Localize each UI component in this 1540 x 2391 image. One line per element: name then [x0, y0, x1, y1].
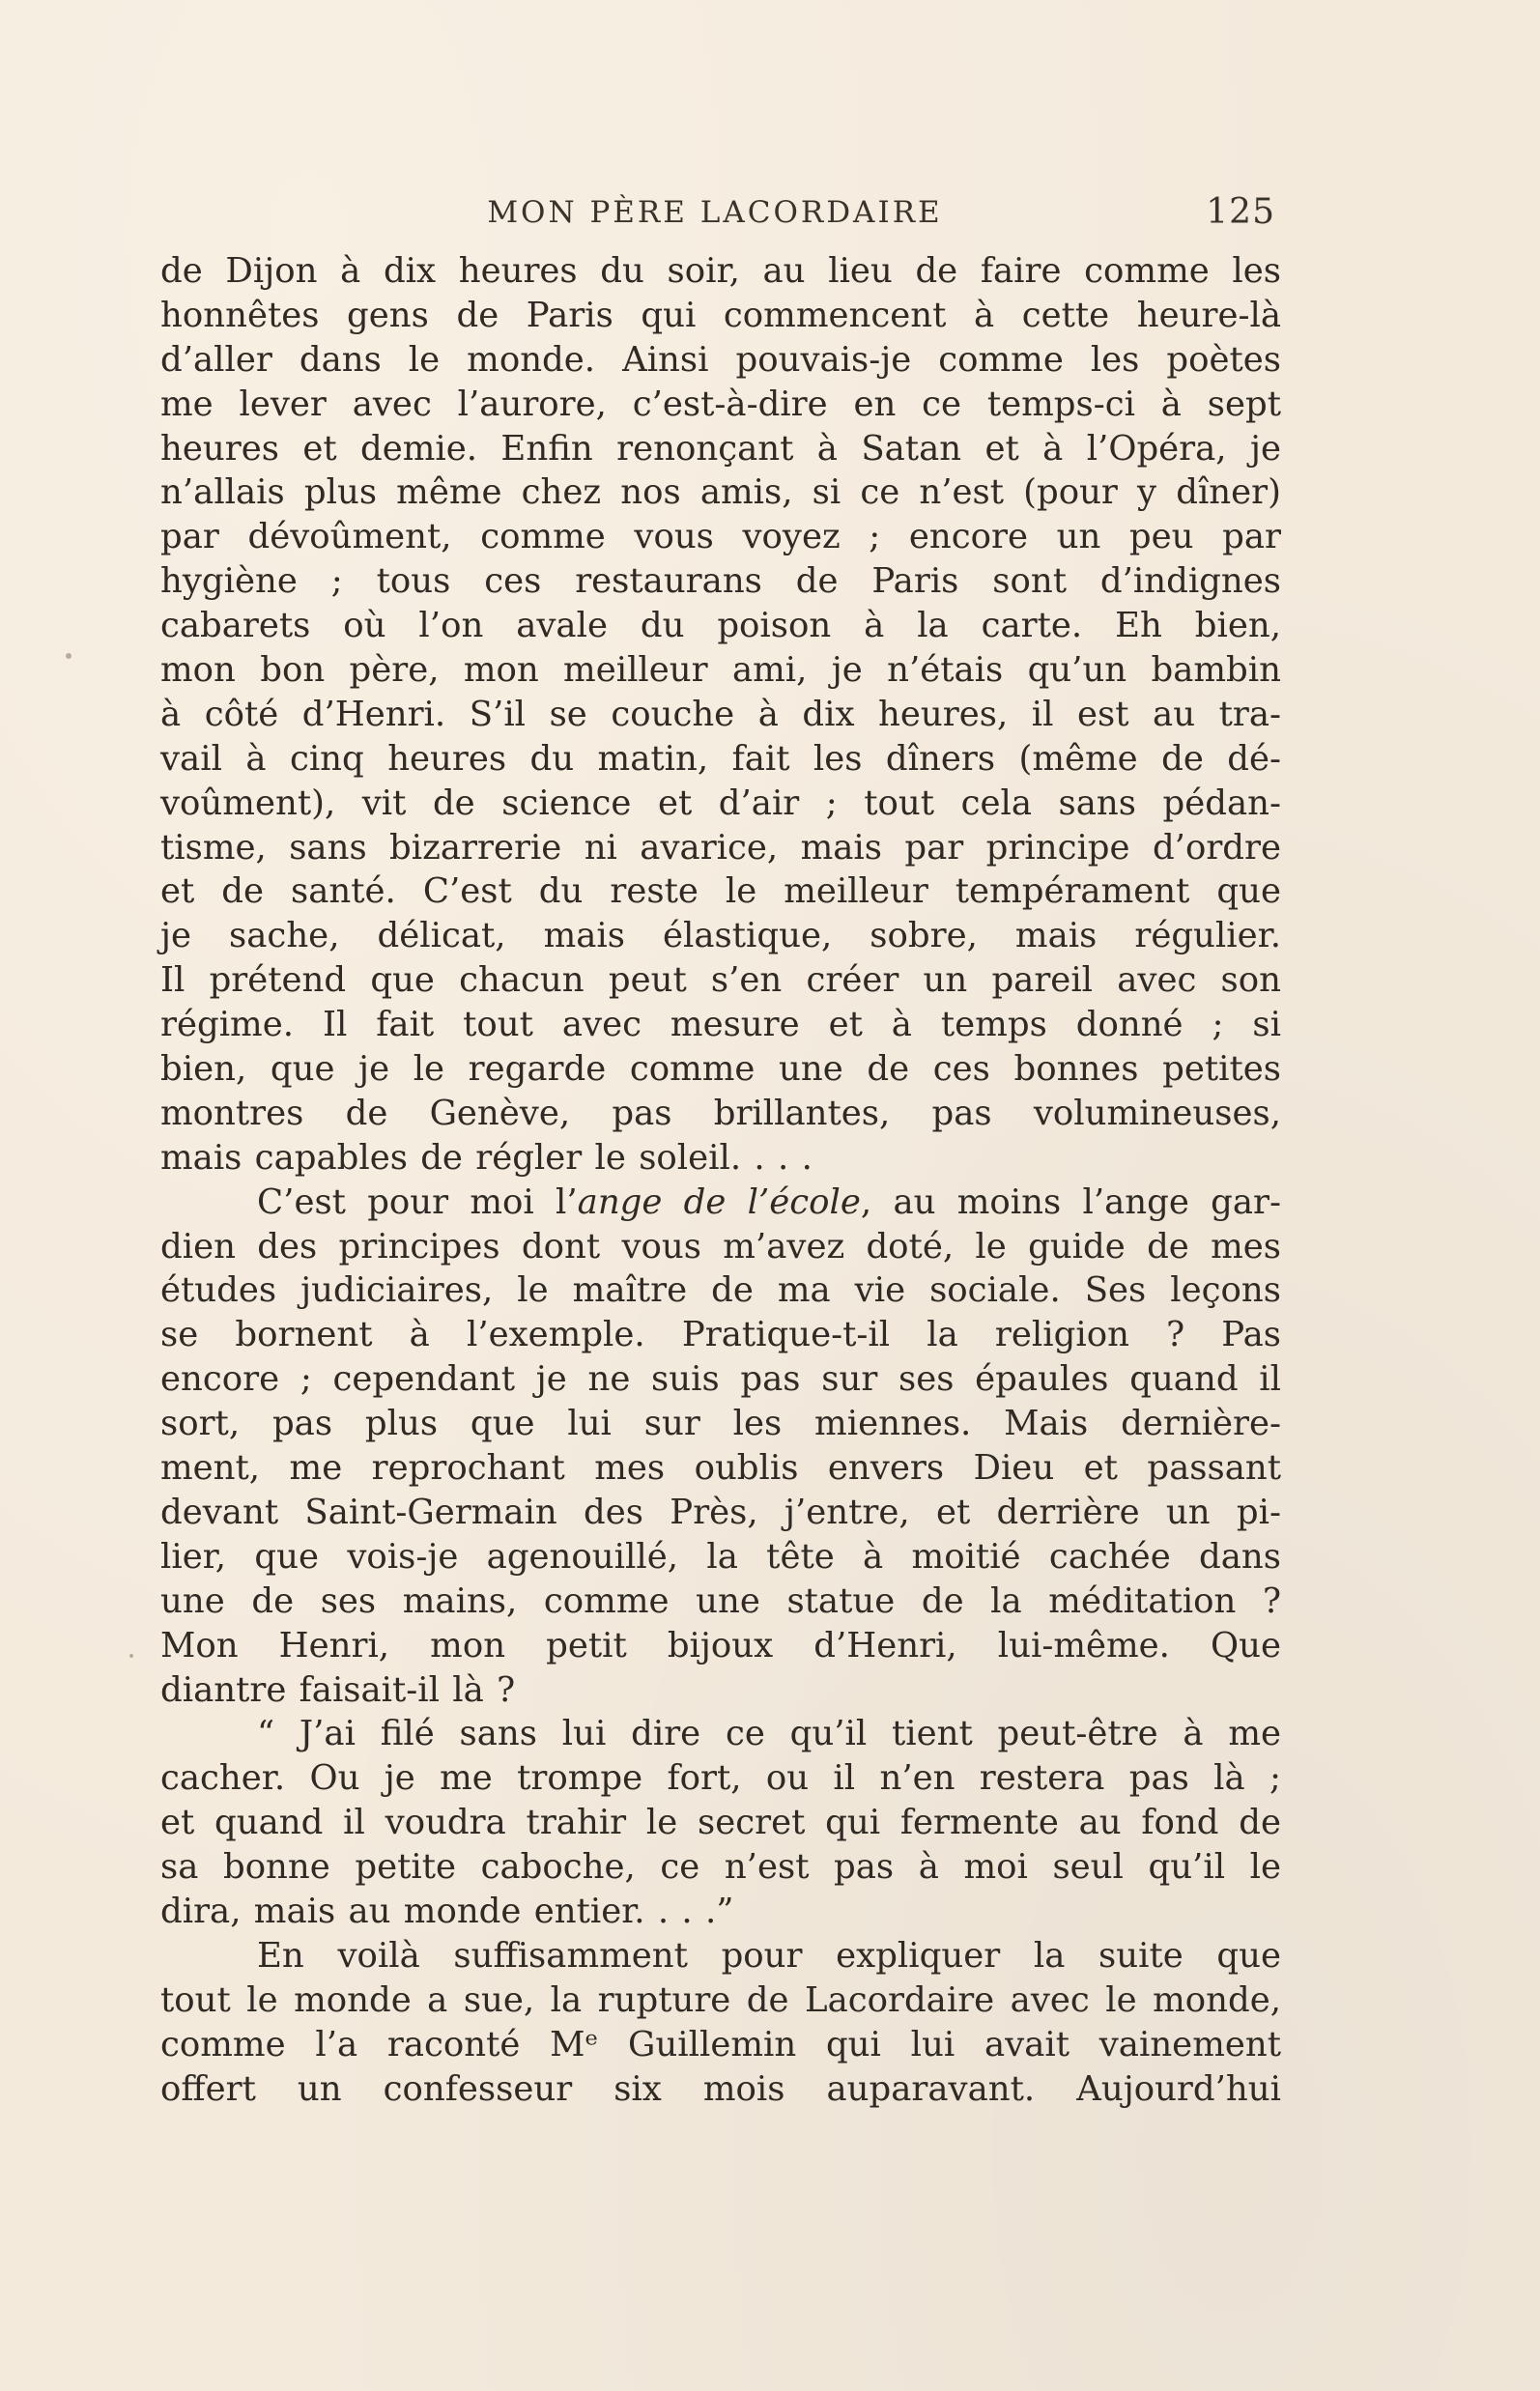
text-line: mais capables de régler le soleil. . . . [160, 1137, 813, 1178]
text-line: et quand il voudra trahir le secret qui fermente au fond de [160, 1803, 1281, 1843]
text-line: dien des principes dont vous m’avez doté, le guide de mes [160, 1226, 1281, 1267]
text-line: diantre faisait-il là ? [160, 1669, 516, 1710]
text-line [160, 1181, 1281, 1225]
text-line: études judiciaires, le maître de ma vie sociale. Ses leçons [160, 1270, 1281, 1311]
text-line: à côté d’Henri. S’il se couche à dix heures, il est au tra- [160, 694, 1281, 734]
text-line: encore ; cependant je ne suis pas sur ses épaules quand il [160, 1359, 1281, 1400]
text-run: , au moins l’ange gar- [860, 1181, 1281, 1222]
text-line: n’allais plus même chez nos amis, si ce n’est (pour y dîner) [160, 472, 1281, 513]
text-line: bien, que je le regarde comme une de ces bonnes petites [160, 1049, 1281, 1090]
text-line: voûment), vit de science et d’air ; tout cela sans pédan- [160, 783, 1281, 823]
text-line: d’aller dans le monde. Ainsi pouvais-je comme les poètes [160, 339, 1281, 380]
text-line: une de ses mains, comme une statue de la méditation ? [160, 1580, 1281, 1621]
text-line: par dévoûment, comme vous voyez ; encore un peu par [160, 517, 1281, 557]
text-line: de Dijon à dix heures du soir, au lieu de faire comme les [160, 251, 1281, 291]
text-line: je sache, délicat, mais élastique, sobre, mais régulier. [160, 916, 1281, 956]
running-head [155, 188, 1275, 237]
text-line: me lever avec l’aurore, c’est-à-dire en ce temps-ci à sept [160, 384, 1281, 424]
text-line: honnêtes gens de Paris qui commencent à cette heure-là [160, 295, 1281, 335]
text-line: régime. Il fait tout avec mesure et à temps donné ; si [160, 1005, 1281, 1045]
running-head-title: MON PÈRE LACORDAIRE [487, 195, 943, 230]
text-line: tout le monde a sue, la rupture de Lacordaire avec le monde, [160, 1979, 1281, 2020]
text-line: En voilà suffisamment pour expliquer la suite que [257, 1935, 1281, 1976]
text-line: sort, pas plus que lui sur les miennes. Mais dernière- [160, 1404, 1281, 1444]
text-line: se bornent à l’exemple. Pratique-t-il la religion ? Pas [160, 1315, 1281, 1355]
text-line: montres de Genève, pas brillantes, pas volumineuses, [160, 1093, 1281, 1133]
text-line: devant Saint-Germain des Près, j’entre, et derrière un pi- [160, 1492, 1281, 1532]
text-line: tisme, sans bizarrerie ni avarice, mais par principe d’ordre [160, 827, 1281, 868]
paper-speck [129, 1654, 133, 1658]
text-line: mon bon père, mon meilleur ami, je n’étais qu’un bambin [160, 650, 1281, 691]
text-line: Mon Henri, mon petit bijoux d’Henri, lui-même. Que [160, 1625, 1281, 1665]
text-line: cabarets où l’on avale du poison à la carte. Eh bien, [160, 606, 1281, 646]
text-line: sa bonne petite caboche, ce n’est pas à moi seul qu’il le [160, 1847, 1281, 1888]
page-number: 125 [1206, 192, 1275, 232]
italic-phrase: ange de l’école [577, 1181, 861, 1222]
text-line: heures et demie. Enfin renonçant à Satan et à l’Opéra, je [160, 428, 1281, 469]
text-line: vail à cinq heures du matin, fait les dîners (même de dé- [160, 738, 1281, 779]
text-line: et de santé. C’est du reste le meilleur tempérament que [160, 871, 1281, 912]
body-text [160, 249, 1281, 2111]
text-line: dira, mais au monde entier. . . .” [160, 1891, 734, 1931]
text-line: hygiène ; tous ces restaurans de Paris sont d’indignes [160, 561, 1281, 602]
text-line: cacher. Ou je me trompe fort, ou il n’en restera pas là ; [160, 1758, 1281, 1799]
paper-speck [66, 653, 71, 659]
text-line: offert un confesseur six mois auparavant. Aujourd’hui [160, 2068, 1281, 2109]
text-line: ment, me reprochant mes oublis envers Dieu et passant [160, 1448, 1281, 1489]
text-line: Il prétend que chacun peut s’en créer un pareil avec son [160, 960, 1281, 1001]
text-run: C’est pour moi l’ [257, 1181, 578, 1222]
text-line: lier, que vois-je agenouillé, la tête à moitié cachée dans [160, 1536, 1281, 1577]
text-line: “ J’ai filé sans lui dire ce qu’il tient peut-être à me [257, 1714, 1281, 1754]
text-line: comme l’a raconté Mᵉ Guillemin qui lui avait vainement [160, 2024, 1281, 2064]
